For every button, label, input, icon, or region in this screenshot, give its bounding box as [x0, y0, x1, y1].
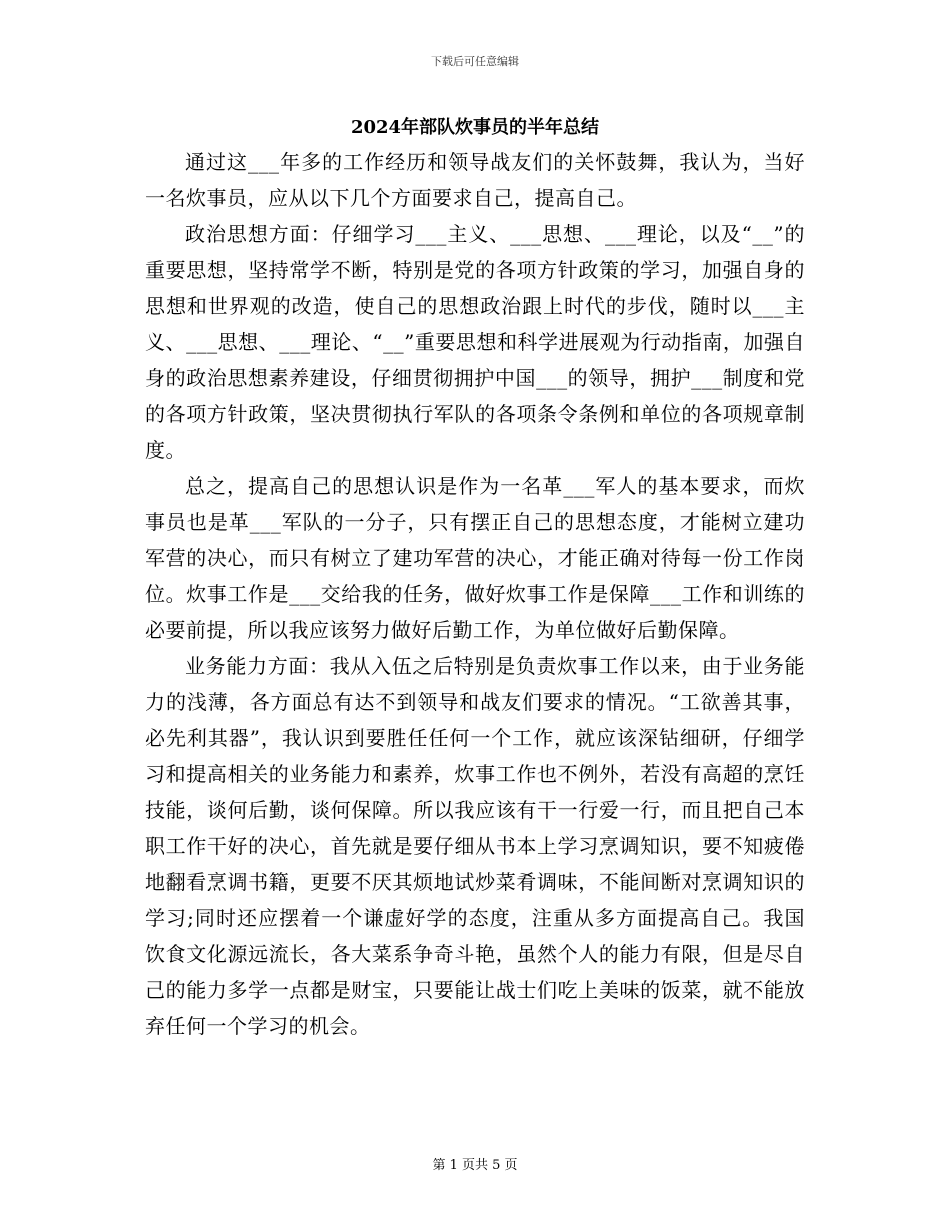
document-title: 2024年部队炊事员的半年总结 [350, 117, 600, 138]
paragraph-professional-ability: 业务能力方面：我从入伍之后特别是负责炊事工作以来，由于业务能力的浅薄，各方面总有达不到领导和战友们要求的情况。“工欲善其事，必先利其器”，我认识到要胜任任何一个工作，就应该深钻细研，仔细学习和提高相关的业务能力和素养，炊事工作也不例外，若没有高超的烹饪技能，谈何后勤，谈何保障。所以我应该有干一行爱一行，而且把自己本职工作干好的决心，首先就是要仔细从书本上学习烹调知识，要不知疲倦地翻看烹调书籍，更要不厌其烦地试炒菜肴调味，不能间断对烹调知识的学习;同时还应摆着一个谦虚好学的态度，注重从多方面提高自己。我国饮食文化源远流长，各大菜系争奇斗艳，虽然个人的能力有限，但是尽自己的能力多学一点都是财宝，只要能让战士们吃上美味的饭菜，就不能放弃任何一个学习的机会。 [145, 654, 805, 1038]
paragraph-intro: 通过这___年多的工作经历和领导战友们的关怀鼓舞，我认为，当好一名炊事员，应从以下几个方面要求自己，提高自己。 [145, 150, 805, 210]
page-header: 下载后可任意编辑 [431, 55, 519, 68]
page-footer: 第 1 页共 5 页 [432, 1158, 518, 1173]
paragraph-summary: 总之，提高自己的思想认识是作为一名革___军人的基本要求，而炊事员也是革___军队的一分子，只有摆正自己的思想态度，才能树立建功军营的决心，而只有树立了建功军营的决心，才能正确对待每一份工作岗位。炊事工作是___交给我的任务，做好炊事工作是保障___工作和训练的必要前提，所以我应该努力做好后勤工作，为单位做好后勤保障。 [145, 474, 805, 642]
paragraph-political-thought: 政治思想方面：仔细学习___主义、___思想、___理论，以及“__”的重要思想，坚持常学不断，特别是党的各项方针政策的学习，加强自身的思想和世界观的改造，使自己的思想政治跟上时代的步伐，随时以___主义、___思想、___理论、“__”重要思想和科学进展观为行动指南，加强自身的政治思想素养建设，仔细贯彻拥护中国___的领导，拥护___制度和党的各项方针政策，坚决贯彻执行军队的各项条令条例和单位的各项规章制度。 [145, 222, 805, 462]
document-body [145, 112, 805, 1044]
